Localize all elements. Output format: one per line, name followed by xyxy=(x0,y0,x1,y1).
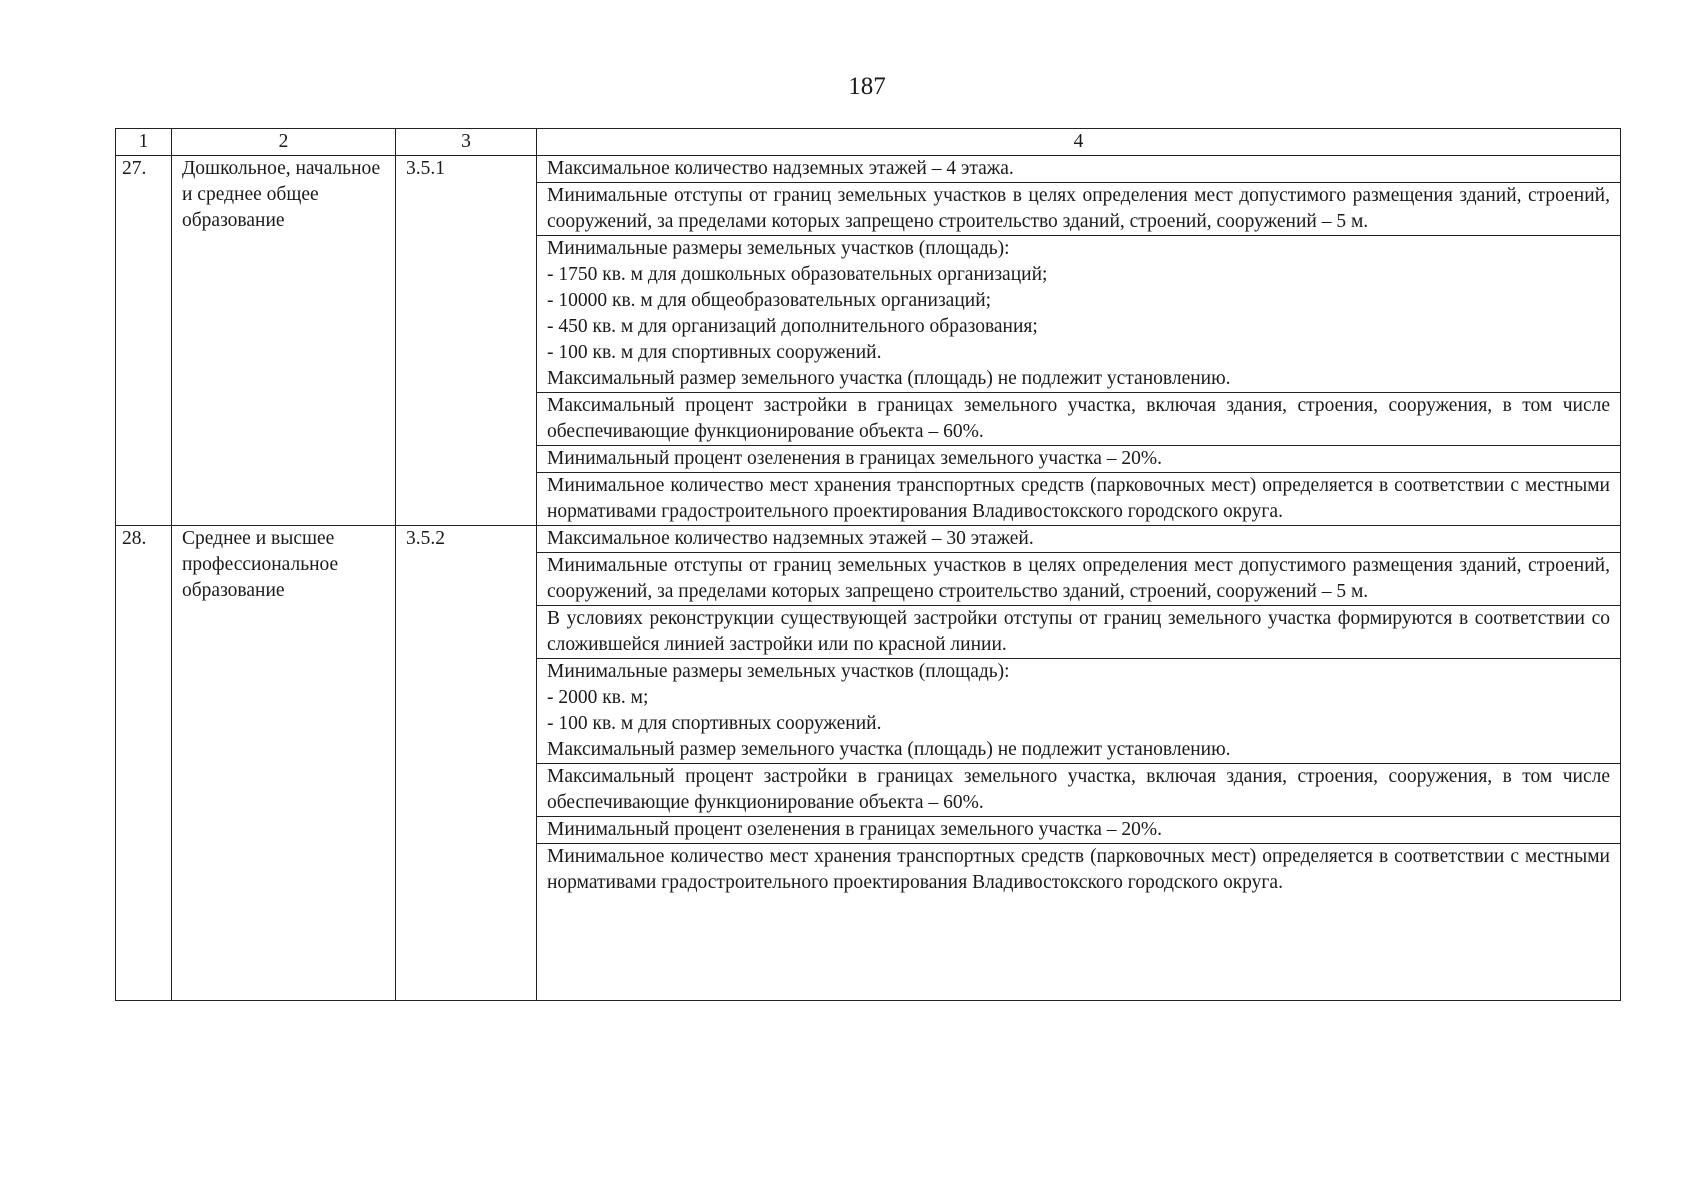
parameter-line: - 450 кв. м для организаций дополнительного образования; xyxy=(547,316,1038,337)
land-use-code: 3.5.2 xyxy=(396,526,537,1001)
parameter-line: Минимальные размеры земельных участков (площадь): xyxy=(547,661,1010,682)
parameter-line: Максимальный размер земельного участка (площадь) не подлежит установлению. xyxy=(547,368,1231,389)
column-header-2: 2 xyxy=(172,129,396,156)
land-use-code: 3.5.1 xyxy=(396,156,537,526)
row-number: 28. xyxy=(116,526,172,1001)
parameter-line: - 10000 кв. м для общеобразовательных организаций; xyxy=(547,290,992,311)
parameter-line: - 100 кв. м для спортивных сооружений. xyxy=(547,713,882,734)
column-header-3: 3 xyxy=(396,129,537,156)
header-row xyxy=(116,129,1621,156)
parameter-cell: Максимальное количество надземных этажей – 4 этажа. xyxy=(537,156,1621,183)
table-row xyxy=(116,156,1621,183)
land-use-name: Среднее и высшее профессиональное образование xyxy=(172,526,396,1001)
parameter-cell: В условиях реконструкции существующей застройки отступы от границ земельного участка формируются в соответствии со сложившейся линией застройки или по красной линии. xyxy=(537,606,1621,659)
land-use-name: Дошкольное, начальное и среднее общее образование xyxy=(172,156,396,526)
parameter-cell: Минимальные отступы от границ земельных участков в целях определения мест допустимого размещения зданий, строений, сооружений, за пределами которых запрещено строительство зданий, строений, сооружений – 5 м. xyxy=(537,183,1621,236)
parameter-cell: Максимальное количество надземных этажей – 30 этажей. xyxy=(537,526,1621,553)
table-row xyxy=(116,526,1621,553)
parameter-cell: Максимальный процент застройки в границах земельного участка, включая здания, строения, сооружения, в том числе обеспечивающие функционирование объекта – 60%. xyxy=(537,393,1621,446)
column-header-1: 1 xyxy=(116,129,172,156)
page-number: 187 xyxy=(848,73,886,100)
row-number: 27. xyxy=(116,156,172,526)
parameter-cell: Минимальные отступы от границ земельных участков в целях определения мест допустимого размещения зданий, строений, сооружений, за пределами которых запрещено строительство зданий, строений, сооружений – 5 м. xyxy=(537,553,1621,606)
parameter-cell: Минимальный процент озеленения в границах земельного участка – 20%. xyxy=(537,446,1621,473)
parameter-cell xyxy=(537,659,1621,764)
parameter-line: Максимальный размер земельного участка (площадь) не подлежит установлению. xyxy=(547,739,1231,760)
regulations-table xyxy=(115,128,1621,1001)
parameter-cell: Минимальный процент озеленения в границах земельного участка – 20%. xyxy=(537,817,1621,844)
parameter-line: - 2000 кв. м; xyxy=(547,687,649,708)
parameter-cell: Минимальное количество мест хранения транспортных средств (парковочных мест) определяется в соответствии с местными нормативами градостроительного проектирования Владивостокского городского округа. xyxy=(537,473,1621,526)
parameter-line: - 100 кв. м для спортивных сооружений. xyxy=(547,342,882,363)
parameter-line: Минимальные размеры земельных участков (площадь): xyxy=(547,238,1010,259)
column-header-4: 4 xyxy=(537,129,1621,156)
parameter-cell xyxy=(537,236,1621,393)
parameter-cell: Максимальный процент застройки в границах земельного участка, включая здания, строения, сооружения, в том числе обеспечивающие функционирование объекта – 60%. xyxy=(537,764,1621,817)
parameter-line: - 1750 кв. м для дошкольных образовательных организаций; xyxy=(547,264,1048,285)
parameter-cell: Минимальное количество мест хранения транспортных средств (парковочных мест) определяется в соответствии с местными нормативами градостроительного проектирования Владивостокского городского округа. xyxy=(537,844,1621,1001)
